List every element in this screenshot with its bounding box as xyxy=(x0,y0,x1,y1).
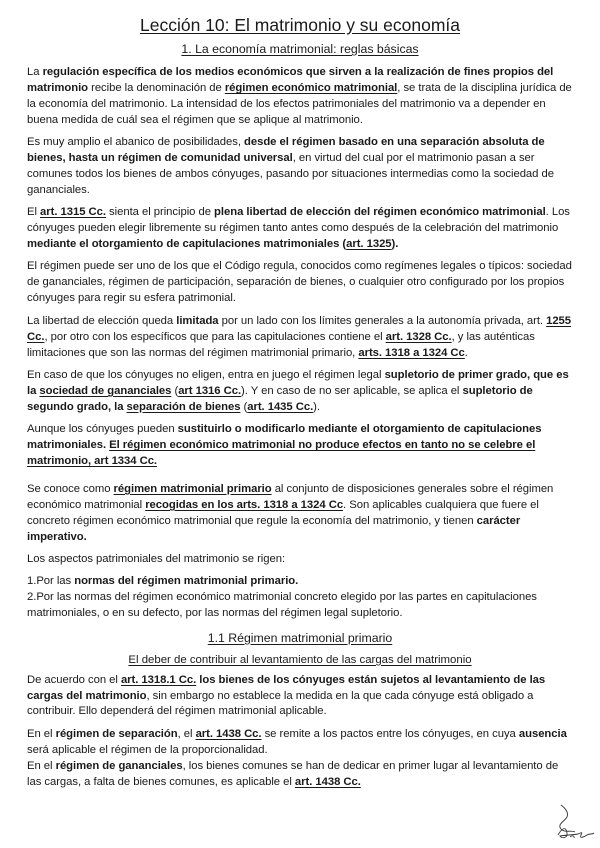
section-heading-1-1: 1.1 Régimen matrimonial primario xyxy=(207,630,393,645)
text-run: ). xyxy=(313,400,320,413)
paragraph-art-1318 xyxy=(27,673,573,721)
paragraph-modificacion xyxy=(27,422,573,470)
text-run: ( xyxy=(171,384,179,397)
text-run: regulación específica de los medios económicos que sirven a la realización de fines propios del matrimonio xyxy=(27,66,554,94)
text-run: , sin embargo no establece la medida en la que cada cónyuge está obligado a contribuir. Ello dependerá del régimen matrimonial aplicable. xyxy=(27,689,534,718)
text-run: régimen de separación xyxy=(55,727,178,740)
paragraph-separacion xyxy=(27,727,573,759)
list-item-1 xyxy=(27,574,573,590)
text-run: separación de bienes xyxy=(126,400,241,413)
paragraph-aspectos xyxy=(27,552,573,568)
text-run: desde el régimen basado en una separación absoluta de bienes, hasta un régimen de comunidad universal xyxy=(27,136,545,165)
section-heading-1: 1. La economía matrimonial: reglas básicas xyxy=(181,42,419,56)
text-run: carácter imperativo. xyxy=(27,514,521,543)
text-run: por un lado con los límites generales a la autonomía privada, art. xyxy=(218,314,547,327)
list-item-2 xyxy=(27,590,573,622)
text-run: supletorio de segundo grado, la xyxy=(27,384,533,413)
text-run: , y las auténticas limitaciones que son las normas del régimen matrimonial primario, xyxy=(27,330,535,359)
text-run: sociedad de gananciales xyxy=(39,384,172,397)
text-run: . Los cónyuges pueden elegir libremente su régimen tanto antes como después de la celebración del matrimonio xyxy=(27,206,570,235)
text-run: ausencia xyxy=(518,727,567,740)
text-run: En el xyxy=(27,759,56,772)
text-run: será aplicable el régimen de la proporcionalidad. xyxy=(27,743,268,756)
text-run: El régimen puede ser uno de los que el Código regula, conocidos como regímenes legales o típicos: sociedad de gananciales, régimen de participación, separación de bienes, o cualquier otro configurado por los propios cónyuges para regir su esfera patrimonial. xyxy=(27,260,572,305)
text-run: los bienes de los cónyuges están sujetos al levantamiento de las cargas del matrimonio xyxy=(27,673,546,702)
text-run: Aunque los cónyuges pueden xyxy=(27,423,178,436)
text-run: El xyxy=(27,206,41,219)
text-run: , por otro con los específicos que para las capitulaciones contiene el xyxy=(44,330,386,343)
text-run: art. 1435 Cc. xyxy=(247,400,314,413)
text-run: régimen económico matrimonial xyxy=(224,81,398,94)
subsection-heading-cargas: El deber de contribuir al levantamiento de las cargas del matrimonio xyxy=(128,653,472,666)
text-run: plena libertad de elección del régimen económico matrimonial xyxy=(214,206,546,219)
text-run: recogidas en los arts. 1318 a 1324 Cc xyxy=(145,498,344,511)
text-run: sienta el principio de xyxy=(105,206,215,219)
text-run: , en virtud del cual por el matrimonio pasan a ser comunes todos los bienes de ambos cónyuges, pasando por situaciones intermedias como la sociedad de gananciales. xyxy=(27,152,554,196)
text-run: La xyxy=(27,66,43,78)
paragraph-limites xyxy=(27,314,573,362)
signature-icon xyxy=(548,802,596,842)
text-run: régimen de gananciales xyxy=(55,759,183,772)
text-run: mediante el otorgamiento de capitulaciones matrimoniales ( xyxy=(27,238,347,251)
text-run: arts. 1318 a 1324 Cc xyxy=(358,346,465,359)
text-run: normas del régimen matrimonial primario. xyxy=(74,575,299,588)
text-run: . Son aplicables cualquiera que fuere el concreto régimen económico matrimonial que regule la economía del matrimonio, y tienen xyxy=(27,498,539,527)
text-run: art. 1325 xyxy=(346,238,392,251)
paragraph-libertad-eleccion xyxy=(27,205,573,253)
document-page xyxy=(27,12,573,797)
text-run: art 1316 Cc. xyxy=(178,384,242,397)
text-run: ). Y en caso de no ser aplicable, se aplica el xyxy=(241,384,463,397)
text-run: art. 1328 Cc. xyxy=(385,330,452,343)
page-title: Lección 10: El matrimonio y su economía xyxy=(139,15,461,35)
text-run: se remite a los pactos entre los cónyuges, en cuya xyxy=(261,727,519,740)
text-run: régimen matrimonial primario xyxy=(113,482,272,495)
text-run: Es muy amplio el abanico de posibilidades, xyxy=(27,136,245,149)
text-run: . xyxy=(464,346,468,359)
text-run: La libertad de elección queda xyxy=(27,314,177,327)
text-run: 1255 Cc. xyxy=(27,314,572,343)
paragraph-regimenes-legales xyxy=(27,259,573,307)
text-run: limitada xyxy=(176,314,219,327)
text-run: , se trata de la disciplina jurídica de la economía del matrimonio. La intensidad de los efectos patrimoniales del matrimonio va a depender en buena medida de cuál sea el régimen que se aplique al matrimonio. xyxy=(27,81,572,126)
text-run: 2.Por las normas del régimen económico matrimonial concreto elegido por las partes en capitulaciones matrimoniales, o en su defecto, por las normas del régimen legal supletorio. xyxy=(27,591,537,620)
text-run: Los aspectos patrimoniales del matrimonio se rigen: xyxy=(27,552,286,565)
paragraph-gananciales xyxy=(27,759,573,791)
text-run: Se conoce como xyxy=(27,482,114,495)
paragraph-posibilidades xyxy=(27,135,573,199)
text-run: En el xyxy=(27,727,56,740)
text-run: sustituirlo o modificarlo mediante el otorgamiento de capitulaciones matrimoniales. xyxy=(27,423,542,452)
text-run: 1.Por las xyxy=(27,575,75,588)
text-run: art. 1438 Cc. xyxy=(195,727,262,740)
paragraph-regimen-primario xyxy=(27,482,573,546)
text-run: al conjunto de disposiciones generales sobre el régimen económico matrimonial xyxy=(27,482,554,511)
paragraph-supletorio xyxy=(27,368,573,416)
text-run: recibe la denominación de xyxy=(88,81,225,94)
text-run: , los bienes comunes se han de dedicar en primer lugar al levantamiento de las cargas, a falta de bienes comunes, es aplicable el xyxy=(27,759,559,788)
text-run: ). xyxy=(391,238,399,251)
text-run: En caso de que los cónyuges no eligen, entra en juego el régimen legal xyxy=(27,368,385,381)
paragraph-regulacion xyxy=(27,65,573,129)
text-run: De acuerdo con el xyxy=(27,673,121,686)
text-run: ( xyxy=(240,400,248,413)
text-run: art. 1315 Cc. xyxy=(40,206,106,219)
text-run: supletorio de primer grado, que es la xyxy=(27,368,569,397)
text-run: El régimen económico matrimonial no produce efectos en tanto no se celebre el matrimonio, art 1334 Cc. xyxy=(27,439,536,467)
text-run: , el xyxy=(177,727,196,740)
text-run: art. 1318.1 Cc. xyxy=(120,673,197,686)
text-run: art. 1438 Cc. xyxy=(294,775,361,788)
